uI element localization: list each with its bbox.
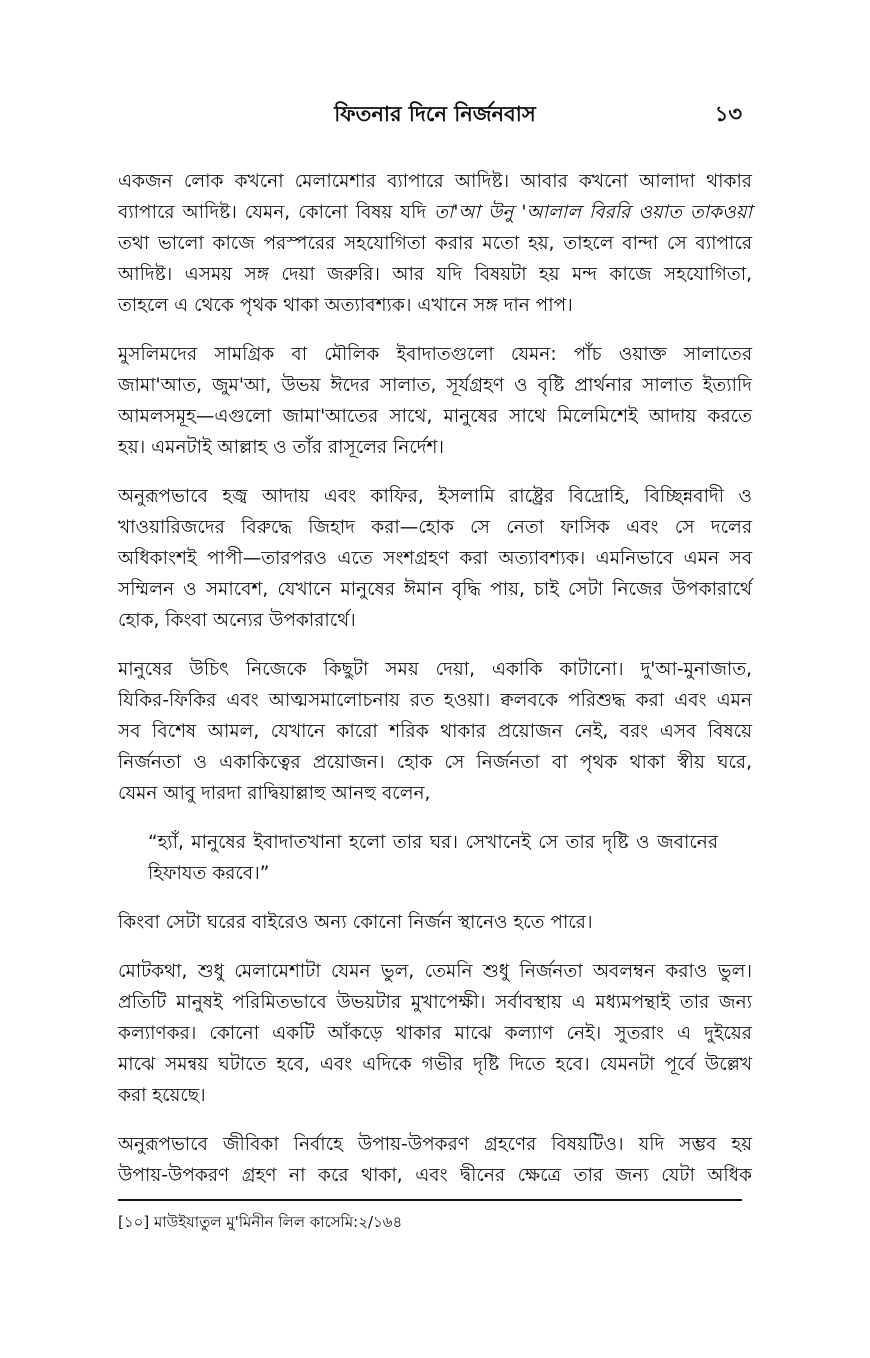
- text-line: আদিষ্ট। এসময় সঙ্গ দেয়া জরুরি। আর যদি বিষয়টা হয় মন্দ কাজে সহযোগিতা,: [118, 264, 752, 285]
- paragraph: [118, 907, 752, 938]
- paragraph: [118, 166, 752, 321]
- paragraph: [118, 481, 752, 636]
- text-line: হিফাযত করবে।”: [148, 863, 270, 884]
- block-quote: [118, 827, 718, 889]
- footnote: [১০] মাউইযাতুল মু'মিনীন লিল কাসেমি:২/১৬৪: [118, 1213, 403, 1231]
- text-line: নির্জনতা ও একাকিত্বের প্রয়োজন। হোক সে নির্জনতা বা পৃথক থাকা স্বীয় ঘরে,: [118, 752, 752, 773]
- text-line: করা হয়েছে।: [118, 1085, 206, 1106]
- text-span: ব্যাপারে আদিষ্ট। যেমন, কোনো বিষয় যদি: [118, 202, 435, 223]
- text-line: “হ্যাঁ, মানুষের ইবাদাতখানা হলো তার ঘর। সেখানেই সে তার দৃষ্টি ও জবানের: [148, 832, 718, 853]
- page-number: ১৩: [714, 102, 742, 126]
- text-line: একজন লোক কখনো মেলামেশার ব্যাপারে আদিষ্ট। আবার কখনো আলাদা থাকার: [118, 171, 752, 192]
- text-line: অনুরূপভাবে জীবিকা নির্বাহে উপায়-উপকরণ গ্রহণের বিষয়টিও। যদি সম্ভব হয়: [118, 1134, 752, 1155]
- running-title: ফিতনার দিনে নির্জনবাস: [334, 102, 536, 126]
- text-line: সব বিশেষ আমল, যেখানে কারো শরিক থাকার প্রয়োজন নেই, বরং এসব বিষয়ে: [118, 721, 752, 742]
- text-line: কিংবা সেটা ঘরের বাইরেও অন্য কোনো নির্জন স্থানেও হতে পারে।: [118, 912, 593, 933]
- italic-term: তা'আ উনু 'আলাল বিররি ওয়াত তাকওয়া: [434, 202, 752, 223]
- text-line: মাঝে সমন্বয় ঘটাতে হবে, এবং এদিকে গভীর দৃষ্টি দিতে হবে। যেমনটা পূর্বে উল্লেখ: [118, 1054, 752, 1075]
- text-line: যিকির-ফিকির এবং আত্মসমালোচনায় রত হওয়া। ক্বলবকে পরিশুদ্ধ করা এবং এমন: [118, 690, 752, 711]
- body-text: [118, 166, 752, 1209]
- footnote-divider: [118, 1199, 742, 1201]
- text-line: যেমন আবু দারদা রাদ্বিয়াল্লাহু আনহু বলেন,: [118, 783, 431, 804]
- text-line: জামা'আত, জুম'আ, উভয় ঈদের সালাত, সূর্যগ্রহণ ও বৃষ্টি প্রার্থনার সালাত ইত্যাদি: [118, 375, 752, 396]
- text-line: মানুষের উচিৎ নিজেকে কিছুটা সময় দেয়া, একাকি কাটানো। দু'আ-মুনাজাত,: [118, 659, 752, 680]
- paragraph: [118, 339, 752, 463]
- text-line: তাহলে এ থেকে পৃথক থাকা অত্যাবশ্যক। এখানে সঙ্গ দান পাপ।: [118, 295, 573, 316]
- text-line: আমলসমূহ—এগুলো জামা'আতের সাথে, মানুষের সাথে মিলেমিশেই আদায় করতে: [118, 406, 752, 427]
- text-line: অনুরূপভাবে হজ্ব আদায় এবং কাফির, ইসলামি রাষ্ট্রের বিদ্রোহি, বিচ্ছিন্নবাদী ও: [118, 486, 752, 507]
- text-line: মোটকথা, শুধু মেলামেশাটা যেমন ভুল, তেমনি শুধু নির্জনতা অবলম্বন করাও ভুল।: [118, 961, 752, 982]
- text-line: খাওয়ারিজদের বিরুদ্ধে জিহাদ করা—হোক সে নেতা ফাসিক এবং সে দলের: [118, 517, 752, 538]
- text-line: সম্মিলন ও সমাবেশ, যেখানে মানুষের ঈমান বৃদ্ধি পায়, চাই সেটা নিজের উপকারার্থে: [118, 579, 752, 600]
- text-line: অধিকাংশই পাপী—তারপরও এতে সংশগ্রহণ করা অত্যাবশ্যক। এমনিভাবে এমন সব: [118, 548, 752, 569]
- text-line: উপায়-উপকরণ গ্রহণ না করে থাকা, এবং দ্বীনের ক্ষেত্রে তার জন্য যেটা অধিক: [118, 1165, 752, 1186]
- paragraph: [118, 1129, 752, 1191]
- text-line: তথা ভালো কাজে পরস্পরের সহযোগিতা করার মতো হয়, তাহলে বান্দা সে ব্যাপারে: [118, 233, 752, 254]
- paragraph: [118, 956, 752, 1111]
- text-line: কল্যাণকর। কোনো একটি আঁকড়ে থাকার মাঝে কল্যাণ নেই। সুতরাং এ দুইয়ের: [118, 1023, 752, 1044]
- text-line: [118, 197, 752, 228]
- text-line: হোক, কিংবা অন্যের উপকারার্থে।: [118, 610, 356, 631]
- text-line: মুসলিমদের সামগ্রিক বা মৌলিক ইবাদাতগুলো যেমন: পাঁচ ওয়াক্ত সালাতের: [118, 344, 752, 365]
- text-line: হয়। এমনটাই আল্লাহ ও তাঁর রাসূলের নির্দেশ।: [118, 437, 445, 458]
- text-line: প্রতিটি মানুষই পরিমিতভাবে উভয়টার মুখাপেক্ষী। সর্বাবস্থায় এ মধ্যমপন্থাই তার জন্য: [118, 992, 752, 1013]
- paragraph: [118, 654, 752, 809]
- running-header: [118, 98, 752, 132]
